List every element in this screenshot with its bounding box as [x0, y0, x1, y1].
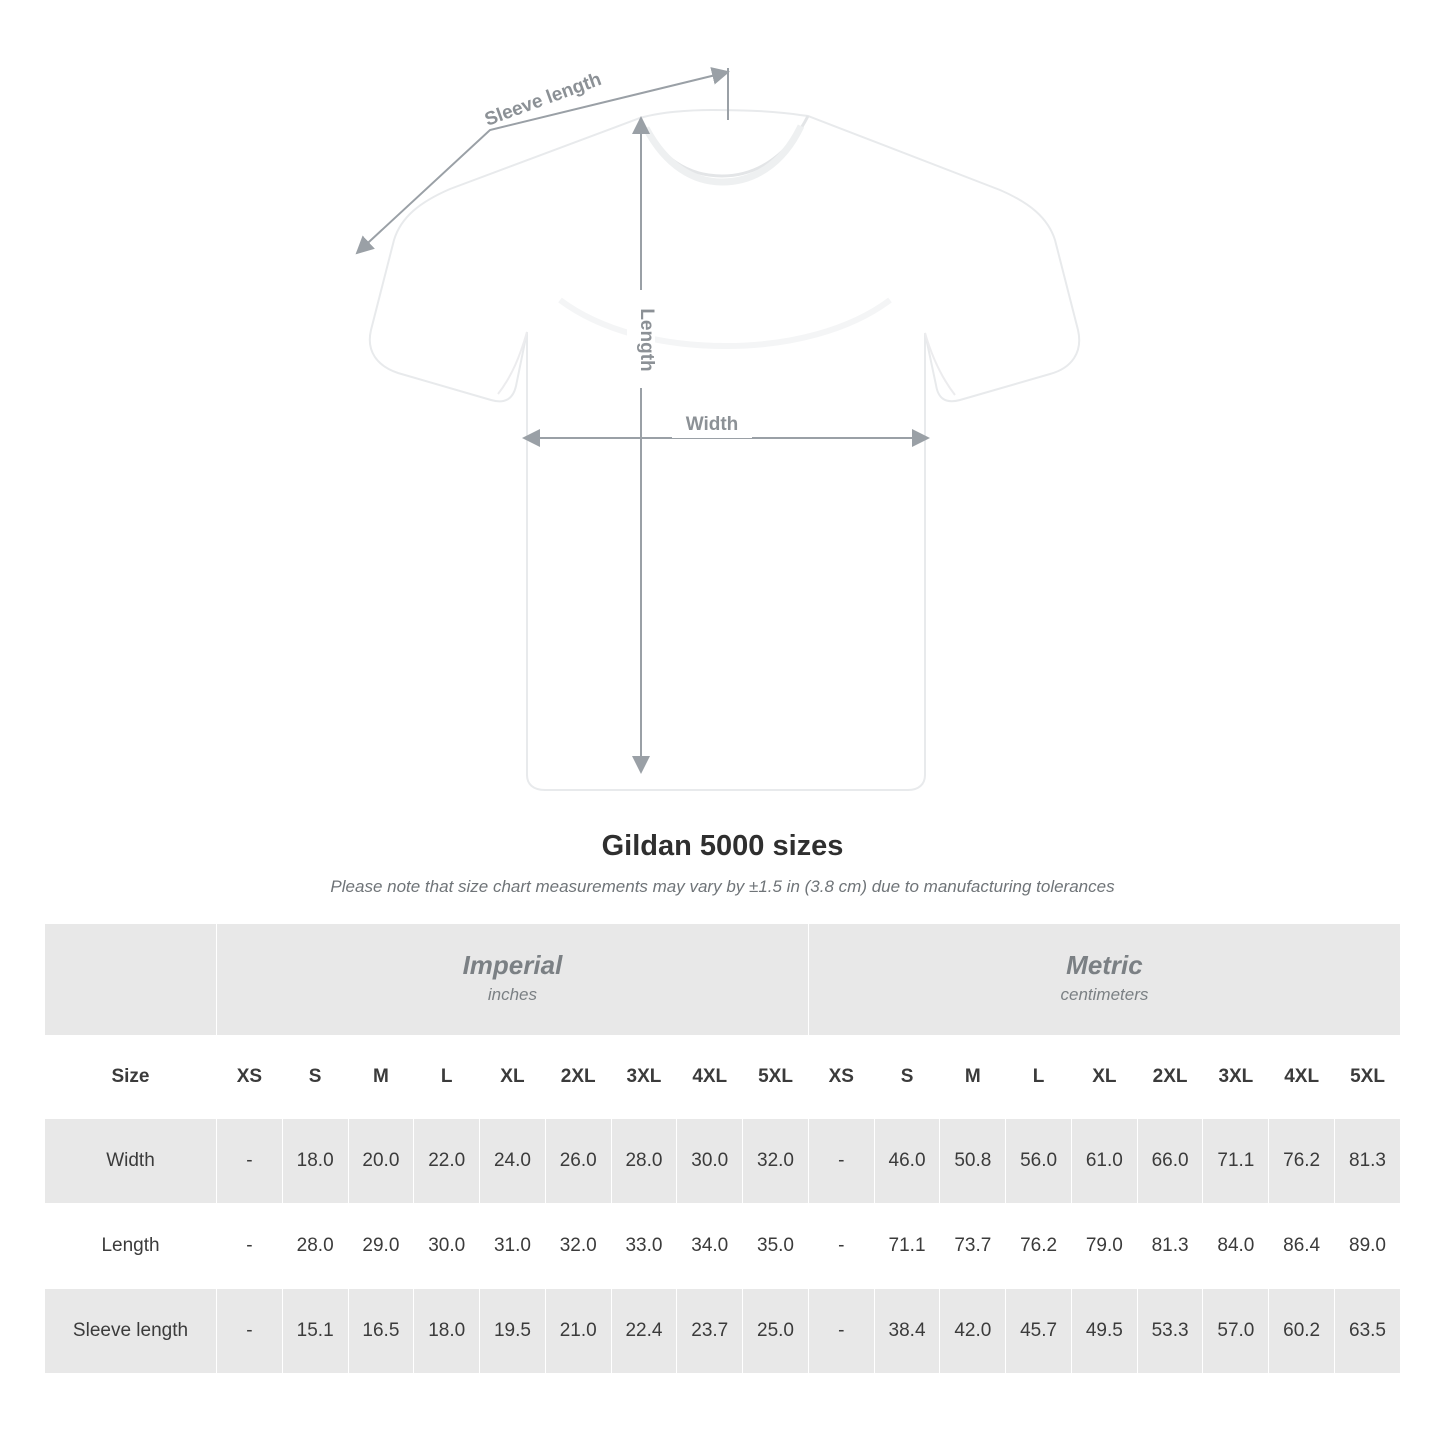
header-size-imperial-xl: XL	[480, 1036, 546, 1119]
cell-sleeve-metric-4xl: 60.2	[1269, 1289, 1335, 1374]
header-size-metric-m: M	[940, 1036, 1006, 1119]
cell-length-metric-m: 73.7	[940, 1204, 1006, 1289]
cell-width-imperial-5xl: 32.0	[743, 1119, 809, 1204]
page-title: Gildan 5000 sizes	[601, 830, 844, 862]
unit-header-metric	[808, 924, 1400, 1036]
cell-width-imperial-xs: -	[217, 1119, 283, 1204]
cell-length-metric-2xl: 81.3	[1137, 1204, 1203, 1289]
header-size-metric-4xl: 4XL	[1269, 1036, 1335, 1119]
cell-width-imperial-l: 22.0	[414, 1119, 480, 1204]
size-table-wrapper	[0, 923, 1445, 1374]
row-label-sleeve-length: Sleeve length	[45, 1289, 217, 1374]
cell-width-imperial-xl: 24.0	[480, 1119, 546, 1204]
cell-length-metric-xl: 79.0	[1071, 1204, 1137, 1289]
cell-length-imperial-s: 28.0	[282, 1204, 348, 1289]
cell-width-metric-2xl: 66.0	[1137, 1119, 1203, 1204]
header-size-imperial-xs: XS	[217, 1036, 283, 1119]
sleeve-length-label: Sleeve length	[481, 69, 605, 131]
cell-width-imperial-s: 18.0	[282, 1119, 348, 1204]
cell-length-imperial-xl: 31.0	[480, 1204, 546, 1289]
row-label-width: Width	[45, 1119, 217, 1204]
unit-header-row	[45, 924, 1401, 1036]
cell-width-imperial-4xl: 30.0	[677, 1119, 743, 1204]
header-size-metric-3xl: 3XL	[1203, 1036, 1269, 1119]
header-size-metric-5xl: 5XL	[1335, 1036, 1401, 1119]
header-size-metric-s: S	[874, 1036, 940, 1119]
header-size-metric-xl: XL	[1071, 1036, 1137, 1119]
cell-length-metric-4xl: 86.4	[1269, 1204, 1335, 1289]
tolerance-note: Please note that size chart measurements may vary by ±1.5 in (3.8 cm) due to manufacturing tolerances	[330, 877, 1115, 896]
cell-sleeve-imperial-l: 18.0	[414, 1289, 480, 1374]
size-header-row	[45, 1036, 1401, 1119]
cell-sleeve-metric-3xl: 57.0	[1203, 1289, 1269, 1374]
cell-width-metric-xs: -	[808, 1119, 874, 1204]
table-row	[45, 1119, 1401, 1204]
cell-length-imperial-l: 30.0	[414, 1204, 480, 1289]
cell-sleeve-metric-2xl: 53.3	[1137, 1289, 1203, 1374]
cell-width-metric-s: 46.0	[874, 1119, 940, 1204]
width-label: Width	[685, 414, 739, 435]
cell-sleeve-imperial-4xl: 23.7	[677, 1289, 743, 1374]
cell-sleeve-metric-xl: 49.5	[1071, 1289, 1137, 1374]
cell-length-imperial-5xl: 35.0	[743, 1204, 809, 1289]
cell-sleeve-metric-s: 38.4	[874, 1289, 940, 1374]
cell-sleeve-imperial-xs: -	[217, 1289, 283, 1374]
table-row	[45, 1289, 1401, 1374]
header-size-imperial-s: S	[282, 1036, 348, 1119]
header-size-imperial-l: L	[414, 1036, 480, 1119]
cell-width-imperial-2xl: 26.0	[545, 1119, 611, 1204]
cell-length-imperial-xs: -	[217, 1204, 283, 1289]
cell-width-metric-m: 50.8	[940, 1119, 1006, 1204]
header-size-label: Size	[45, 1036, 217, 1119]
cell-length-imperial-m: 29.0	[348, 1204, 414, 1289]
length-label: Length	[636, 308, 657, 372]
cell-length-metric-s: 71.1	[874, 1204, 940, 1289]
cell-length-metric-l: 76.2	[1006, 1204, 1072, 1289]
unit-sub-imperial: inches	[487, 984, 538, 1004]
cell-sleeve-imperial-5xl: 25.0	[743, 1289, 809, 1374]
header-size-imperial-m: M	[348, 1036, 414, 1119]
cell-sleeve-imperial-xl: 19.5	[480, 1289, 546, 1374]
header-size-imperial-4xl: 4XL	[677, 1036, 743, 1119]
cell-width-imperial-3xl: 28.0	[611, 1119, 677, 1204]
cell-sleeve-imperial-3xl: 22.4	[611, 1289, 677, 1374]
cell-length-metric-5xl: 89.0	[1335, 1204, 1401, 1289]
cell-width-metric-5xl: 81.3	[1335, 1119, 1401, 1204]
header-size-metric-2xl: 2XL	[1137, 1036, 1203, 1119]
cell-width-imperial-m: 20.0	[348, 1119, 414, 1204]
cell-width-metric-xl: 61.0	[1071, 1119, 1137, 1204]
unit-header-imperial	[217, 924, 809, 1036]
header-size-metric-xs: XS	[808, 1036, 874, 1119]
cell-width-metric-l: 56.0	[1006, 1119, 1072, 1204]
cell-length-imperial-4xl: 34.0	[677, 1204, 743, 1289]
cell-width-metric-3xl: 71.1	[1203, 1119, 1269, 1204]
cell-sleeve-imperial-2xl: 21.0	[545, 1289, 611, 1374]
row-label-length: Length	[45, 1204, 217, 1289]
table-row	[45, 1204, 1401, 1289]
cell-sleeve-imperial-s: 15.1	[282, 1289, 348, 1374]
header-size-imperial-5xl: 5XL	[743, 1036, 809, 1119]
cell-sleeve-metric-l: 45.7	[1006, 1289, 1072, 1374]
cell-sleeve-metric-m: 42.0	[940, 1289, 1006, 1374]
tshirt-shape	[370, 110, 1079, 790]
cell-sleeve-imperial-m: 16.5	[348, 1289, 414, 1374]
header-size-imperial-2xl: 2XL	[545, 1036, 611, 1119]
cell-sleeve-metric-5xl: 63.5	[1335, 1289, 1401, 1374]
unit-name-imperial: Imperial	[462, 949, 563, 980]
size-table	[44, 923, 1401, 1374]
unit-sub-metric: centimeters	[1060, 984, 1149, 1004]
unit-name-metric: Metric	[1066, 949, 1143, 980]
cell-width-metric-4xl: 76.2	[1269, 1119, 1335, 1204]
cell-length-metric-xs: -	[808, 1204, 874, 1289]
cell-length-imperial-3xl: 33.0	[611, 1204, 677, 1289]
unit-header-spacer	[45, 924, 217, 1036]
cell-sleeve-metric-xs: -	[808, 1289, 874, 1374]
cell-length-metric-3xl: 84.0	[1203, 1204, 1269, 1289]
header-size-imperial-3xl: 3XL	[611, 1036, 677, 1119]
cell-length-imperial-2xl: 32.0	[545, 1204, 611, 1289]
header-size-metric-l: L	[1006, 1036, 1072, 1119]
